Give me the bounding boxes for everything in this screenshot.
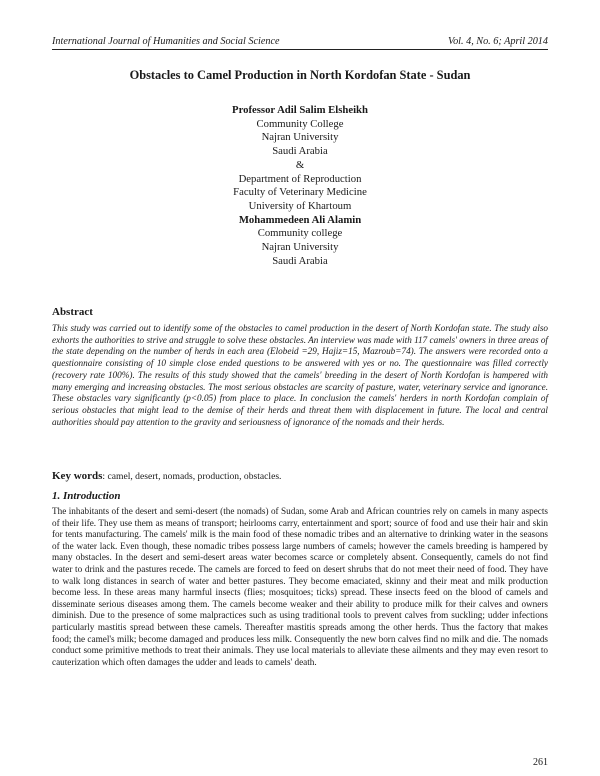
- affiliation-line: Community college: [257, 227, 343, 240]
- paper-title: Obstacles to Camel Production in North Kordofan State - Sudan: [129, 68, 471, 82]
- affiliation-line: Community College: [256, 117, 344, 130]
- keywords-text: : camel, desert, nomads, production, obstacles.: [102, 471, 282, 482]
- author-block: [52, 104, 548, 268]
- abstract-heading: Abstract: [52, 306, 93, 318]
- introduction-heading: 1. Introduction: [52, 490, 121, 502]
- keywords-label: Key words: [52, 470, 103, 482]
- affiliation-line: University of Khartoum: [248, 199, 352, 212]
- running-header: [52, 36, 548, 50]
- affiliation-line: Najran University: [261, 241, 339, 254]
- affiliation-line: Saudi Arabia: [272, 145, 328, 158]
- keywords-line: [52, 470, 548, 482]
- affiliation-line: Saudi Arabia: [272, 254, 328, 267]
- affiliation-line: Najran University: [261, 131, 339, 144]
- abstract-text: This study was carried out to identify some of the obstacles to camel production in the desert of North Kordofan state. The study also exhorts the authorities to strive and struggle to solve these obstacles. An interview was made with 117 camels' owners in three areas of the state depending on the number of herds in each area (Elobeid =29, Hajiz=15, Mazroub=74). The answers were recorded onto a questionnaire consisting of 10 simple close ended questions to be answered with yes or no. The questionnaire was filled correctly (recovery rate 100%). The results of this study showed that the camels' breeding in the desert of North Kordofan is hampered with many emerging and increasing obstacles. The most serious obstacles are scarcity of pasture, water, veterinary service and ignorance. These obstacles vary significantly (p<0.05) from place to place. In conclusion the camels' herders in north Kordofan complain of serious obstacles that might lead to the demise of their herds and threat them with displacement in future. The local and central authorities should pay attention to the gravity and seriousness of ignorance of the nomads and their herds.: [52, 323, 548, 427]
- affiliation-line: Department of Reproduction: [238, 172, 362, 185]
- journal-name: International Journal of Humanities and Social Science: [52, 36, 280, 47]
- introduction-text: The inhabitants of the desert and semi-desert (the nomads) of Sudan, some Arab and African countries rely on camels in many aspects of their life. They use them as means of transport; heirlooms carry, entertainment and sport; source of food and use their hair and skin for tents manufacturing. The camels' milk is the main food of these nomadic tribes and an alternative to drinking water in the seasons of the water lack. Even though, these nomadic tribes possess large numbers of camels; however the camels breeding is hampered by many obstacles. In the desert and semi-desert areas water becomes scarce or completely absent. Consequently, camels do not find water to drink and the pastures recede. The camels are forced to feed on desert shrubs that do not meet their need of food. They have to walk long distances in search of water and better pastures. They become emaciated, skinny and their meat and milk production become less. In these areas many harmful insects (flies; mosquitoes; ticks) spread. These insects feed on the blood of camels and disseminate serious diseases among them. The camels become weaker and their ability to produce milk for their calves and owners diminish. Due to the presence of some malpractices such as using traditional tools to prevent calves from suckling; udder infections particularly mastitis spread between these camels. Thereafter mastitis spreads among the other herds. Thus the factory that makes food; the camel's milk; become damaged and produces less milk. Consequently the new born calves find no milk and die. The nomads conduct some primitive methods to treat their animals. They use local materials to alleviate these ailments and they may even resort to cauterization which often damages the udder and leads to camels' death.: [52, 506, 548, 667]
- affiliation-line: &: [295, 158, 305, 171]
- author-name: Mohammedeen Ali Alamin: [238, 213, 362, 226]
- issue-info: Vol. 4, No. 6; April 2014: [448, 36, 548, 47]
- author-name: Professor Adil Salim Elsheikh: [232, 104, 368, 116]
- page-number: 261: [533, 757, 548, 768]
- affiliation-line: Faculty of Veterinary Medicine: [233, 186, 367, 199]
